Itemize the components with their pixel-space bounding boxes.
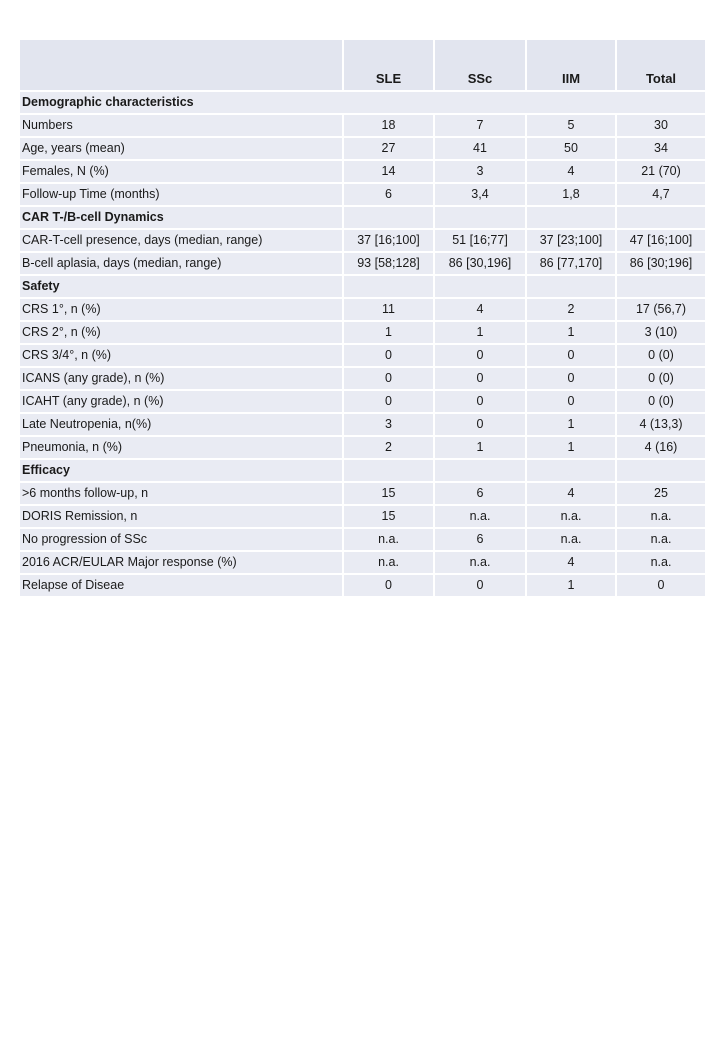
cell-value: n.a. [434,505,526,528]
cell-value: 0 [343,390,434,413]
cell-value: 4,7 [616,183,706,206]
row-label: Age, years (mean) [19,137,343,160]
row-label: CRS 2°, n (%) [19,321,343,344]
section-title: Safety [19,275,343,298]
cell-value: n.a. [526,505,616,528]
cell-value: n.a. [616,528,706,551]
cell-value: n.a. [616,505,706,528]
cell-value: 21 (70) [616,160,706,183]
cell-value: 15 [343,505,434,528]
row-label: Relapse of Diseae [19,574,343,597]
cell-value: 6 [343,183,434,206]
cell-value: 0 [434,367,526,390]
cell-value: 30 [616,114,706,137]
row-label: 2016 ACR/EULAR Major response (%) [19,551,343,574]
empty-cell [434,459,526,482]
cell-value: 4 (16) [616,436,706,459]
row-label: B-cell aplasia, days (median, range) [19,252,343,275]
cell-value: 4 [526,160,616,183]
row-label: >6 months follow-up, n [19,482,343,505]
cell-value: 0 (0) [616,367,706,390]
cell-value: 0 [526,390,616,413]
cell-value: 0 [616,574,706,597]
cell-value: n.a. [434,551,526,574]
section-header-row [19,459,706,482]
empty-cell [526,275,616,298]
table-row [19,114,706,137]
table-row [19,298,706,321]
row-label: ICANS (any grade), n (%) [19,367,343,390]
section-title: Demographic characteristics [19,91,706,114]
row-label: Females, N (%) [19,160,343,183]
cell-value: 4 [526,482,616,505]
table-row [19,574,706,597]
row-label: CRS 1°, n (%) [19,298,343,321]
cell-value: 4 [434,298,526,321]
table-row [19,482,706,505]
cell-value: 50 [526,137,616,160]
cell-value: 4 [526,551,616,574]
row-label-header-cell [19,39,343,91]
cell-value: 15 [343,482,434,505]
cell-value: 86 [77,170] [526,252,616,275]
cell-value: 3 [434,160,526,183]
cell-value: 7 [434,114,526,137]
section-header-row [19,91,706,114]
column-header-ssc: SSc [434,39,526,91]
cell-value: 0 [526,344,616,367]
row-label: CRS 3/4°, n (%) [19,344,343,367]
cell-value: 1 [526,413,616,436]
empty-cell [616,459,706,482]
empty-cell [343,459,434,482]
section-header-row [19,275,706,298]
cell-value: 3,4 [434,183,526,206]
cell-value: 47 [16;100] [616,229,706,252]
cell-value: 0 [343,367,434,390]
cell-value: n.a. [526,528,616,551]
cell-value: 1 [526,321,616,344]
patient-characteristics-table [18,38,707,598]
section-title: Efficacy [19,459,343,482]
table-row [19,344,706,367]
cell-value: 3 [343,413,434,436]
row-label: No progression of SSc [19,528,343,551]
empty-cell [343,275,434,298]
table-row [19,390,706,413]
table-row [19,413,706,436]
table-row [19,183,706,206]
row-label: CAR-T-cell presence, days (median, range) [19,229,343,252]
row-label: DORIS Remission, n [19,505,343,528]
cell-value: 1 [343,321,434,344]
cell-value: 5 [526,114,616,137]
row-label: ICAHT (any grade), n (%) [19,390,343,413]
cell-value: 0 (0) [616,344,706,367]
cell-value: 0 [343,574,434,597]
table-row [19,137,706,160]
table-row [19,252,706,275]
cell-value: 1 [434,321,526,344]
cell-value: 3 (10) [616,321,706,344]
cell-value: 0 [434,413,526,436]
cell-value: 0 [526,367,616,390]
cell-value: 51 [16;77] [434,229,526,252]
cell-value: 0 [434,574,526,597]
cell-value: 1 [526,436,616,459]
table-row [19,321,706,344]
cell-value: 1 [434,436,526,459]
table-row [19,505,706,528]
cell-value: n.a. [616,551,706,574]
cell-value: 0 [434,390,526,413]
row-label: Late Neutropenia, n(%) [19,413,343,436]
cell-value: 1,8 [526,183,616,206]
cell-value: 86 [30;196] [616,252,706,275]
cell-value: 1 [526,574,616,597]
table-row [19,436,706,459]
row-label: Follow-up Time (months) [19,183,343,206]
cell-value: 86 [30,196] [434,252,526,275]
section-header-row [19,206,706,229]
empty-cell [434,275,526,298]
cell-value: 0 [343,344,434,367]
table-row [19,528,706,551]
column-header-iim: IIM [526,39,616,91]
cell-value: 0 (0) [616,390,706,413]
cell-value: 4 (13,3) [616,413,706,436]
cell-value: 25 [616,482,706,505]
cell-value: 11 [343,298,434,321]
table-row [19,367,706,390]
cell-value: 6 [434,528,526,551]
row-label: Numbers [19,114,343,137]
column-header-row [19,39,706,91]
table-row [19,160,706,183]
cell-value: 37 [16;100] [343,229,434,252]
empty-cell [343,206,434,229]
empty-cell [526,206,616,229]
table-row [19,551,706,574]
row-label: Pneumonia, n (%) [19,436,343,459]
empty-cell [616,275,706,298]
column-header-total: Total [616,39,706,91]
cell-value: 14 [343,160,434,183]
table-row [19,229,706,252]
empty-cell [526,459,616,482]
cell-value: 17 (56,7) [616,298,706,321]
cell-value: 41 [434,137,526,160]
cell-value: 6 [434,482,526,505]
empty-cell [434,206,526,229]
cell-value: 37 [23;100] [526,229,616,252]
cell-value: n.a. [343,528,434,551]
cell-value: 34 [616,137,706,160]
empty-cell [616,206,706,229]
cell-value: n.a. [343,551,434,574]
cell-value: 27 [343,137,434,160]
cell-value: 2 [343,436,434,459]
cell-value: 0 [434,344,526,367]
cell-value: 93 [58;128] [343,252,434,275]
section-title: CAR T-/B-cell Dynamics [19,206,343,229]
cell-value: 18 [343,114,434,137]
column-header-sle: SLE [343,39,434,91]
cell-value: 2 [526,298,616,321]
